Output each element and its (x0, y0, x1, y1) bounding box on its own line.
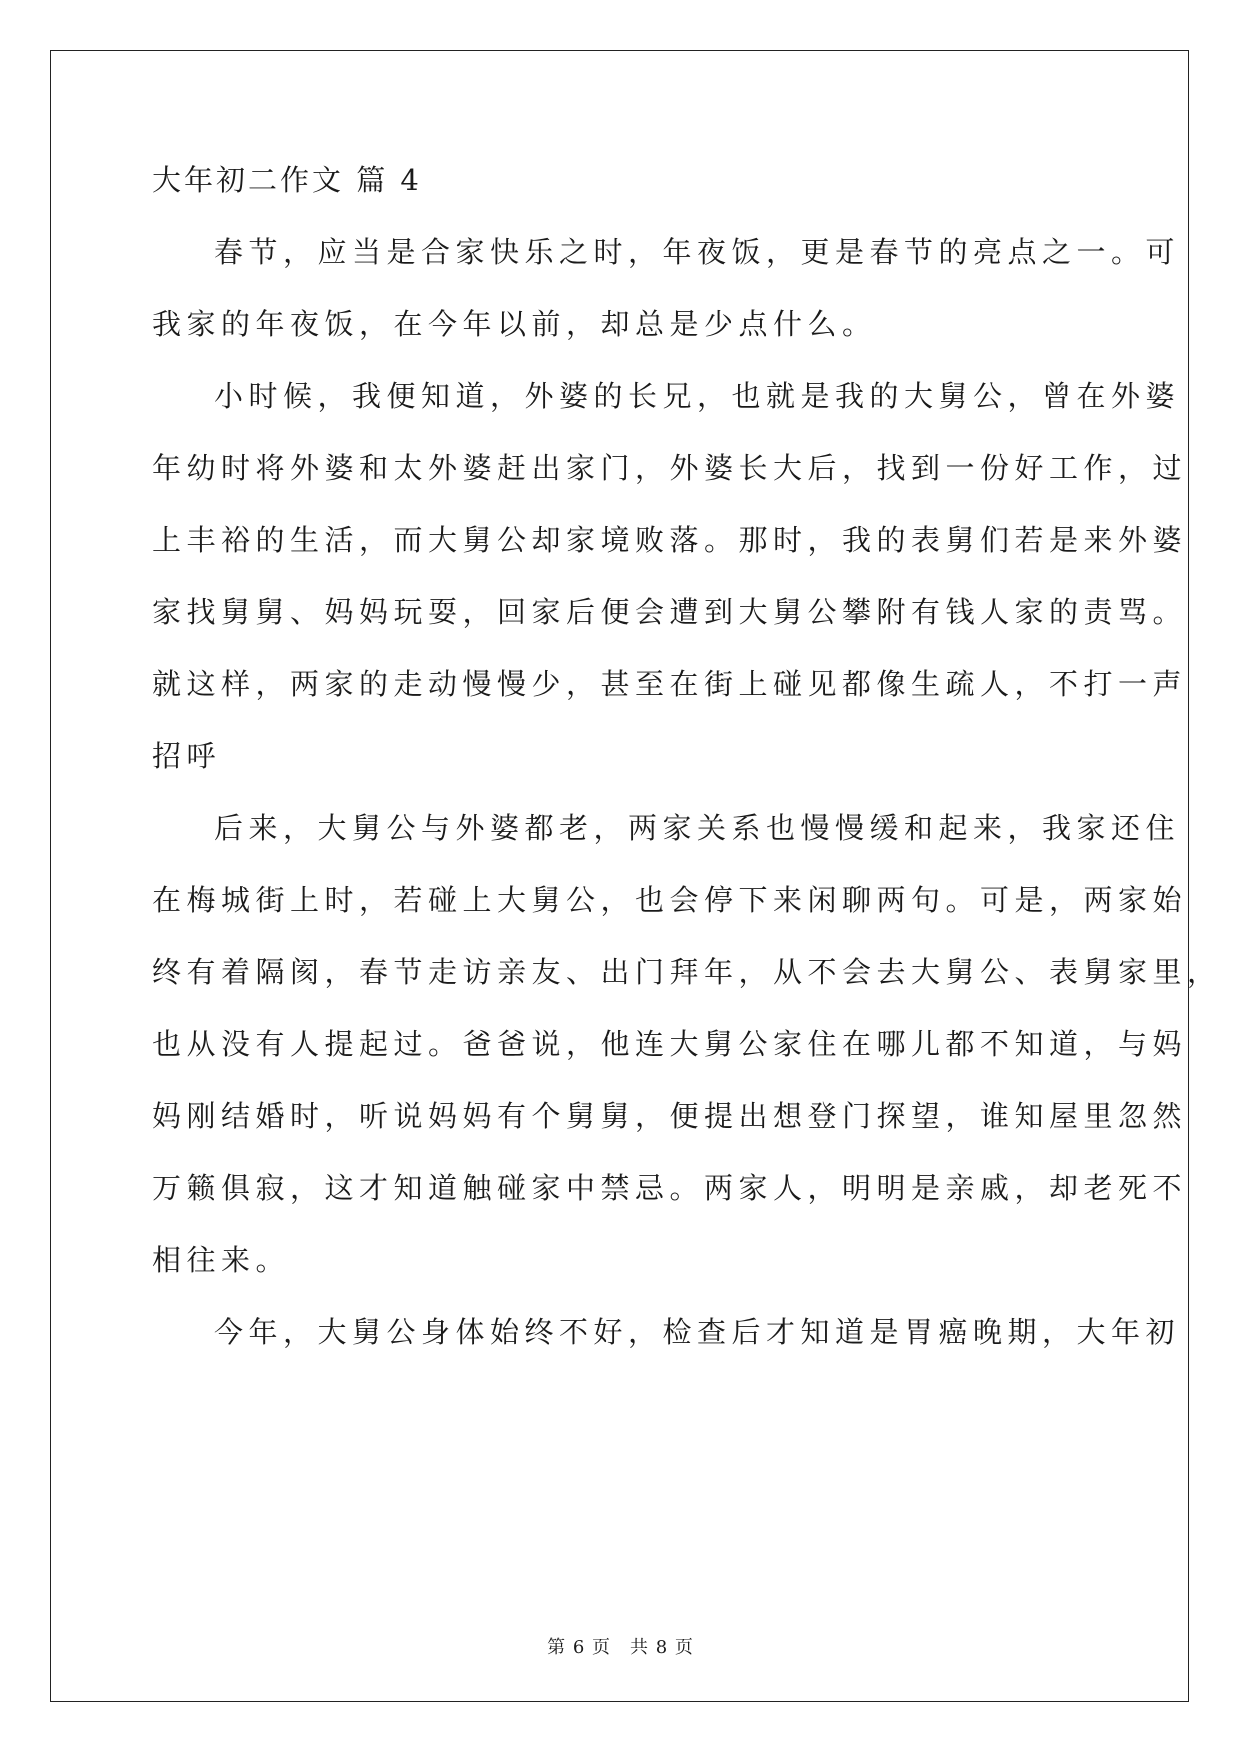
paragraph-line: 春节，应当是合家快乐之时，年夜饭，更是春节的亮点之一。可 (214, 235, 1181, 269)
paragraph-line: 年幼时将外婆和太外婆赶出家门，外婆长大后，找到一份好工作，过 (152, 451, 1188, 485)
paragraph-line: 后来，大舅公与外婆都老，两家关系也慢慢缓和起来，我家还住 (214, 811, 1181, 845)
paragraph-line: 妈刚结婚时，听说妈妈有个舅舅，便提出想登门探望，谁知屋里忽然 (152, 1099, 1188, 1133)
page-number-footer: 第 6 页 共 8 页 (547, 1637, 694, 1658)
paragraph-line: 招呼 (152, 739, 222, 773)
paragraph-line: 小时候，我便知道，外婆的长兄，也就是我的大舅公，曾在外婆 (214, 379, 1181, 413)
page-border (50, 50, 1189, 1702)
paragraph-line: 上丰裕的生活，而大舅公却家境败落。那时，我的表舅们若是来外婆 (152, 523, 1188, 557)
document-title: 大年初二作文 篇 4 (152, 163, 422, 197)
paragraph-line: 我家的年夜饭，在今年以前，却总是少点什么。 (152, 307, 877, 341)
paragraph-line: 也从没有人提起过。爸爸说，他连大舅公家住在哪儿都不知道，与妈 (152, 1027, 1188, 1061)
paragraph-line: 在梅城街上时，若碰上大舅公，也会停下来闲聊两句。可是，两家始 (152, 883, 1188, 917)
paragraph-line: 万籁俱寂，这才知道触碰家中禁忌。两家人，明明是亲戚，却老死不 (152, 1171, 1188, 1205)
paragraph-line: 就这样，两家的走动慢慢少，甚至在街上碰见都像生疏人，不打一声 (152, 667, 1188, 701)
paragraph-line: 今年，大舅公身体始终不好，检查后才知道是胃癌晚期，大年初 (214, 1315, 1181, 1349)
paragraph-line: 终有着隔阂，春节走访亲友、出门拜年，从不会去大舅公、表舅家里， (152, 955, 1222, 989)
paragraph-line: 相往来。 (152, 1243, 291, 1277)
paragraph-line: 家找舅舅、妈妈玩耍，回家后便会遭到大舅公攀附有钱人家的责骂。 (152, 595, 1188, 629)
